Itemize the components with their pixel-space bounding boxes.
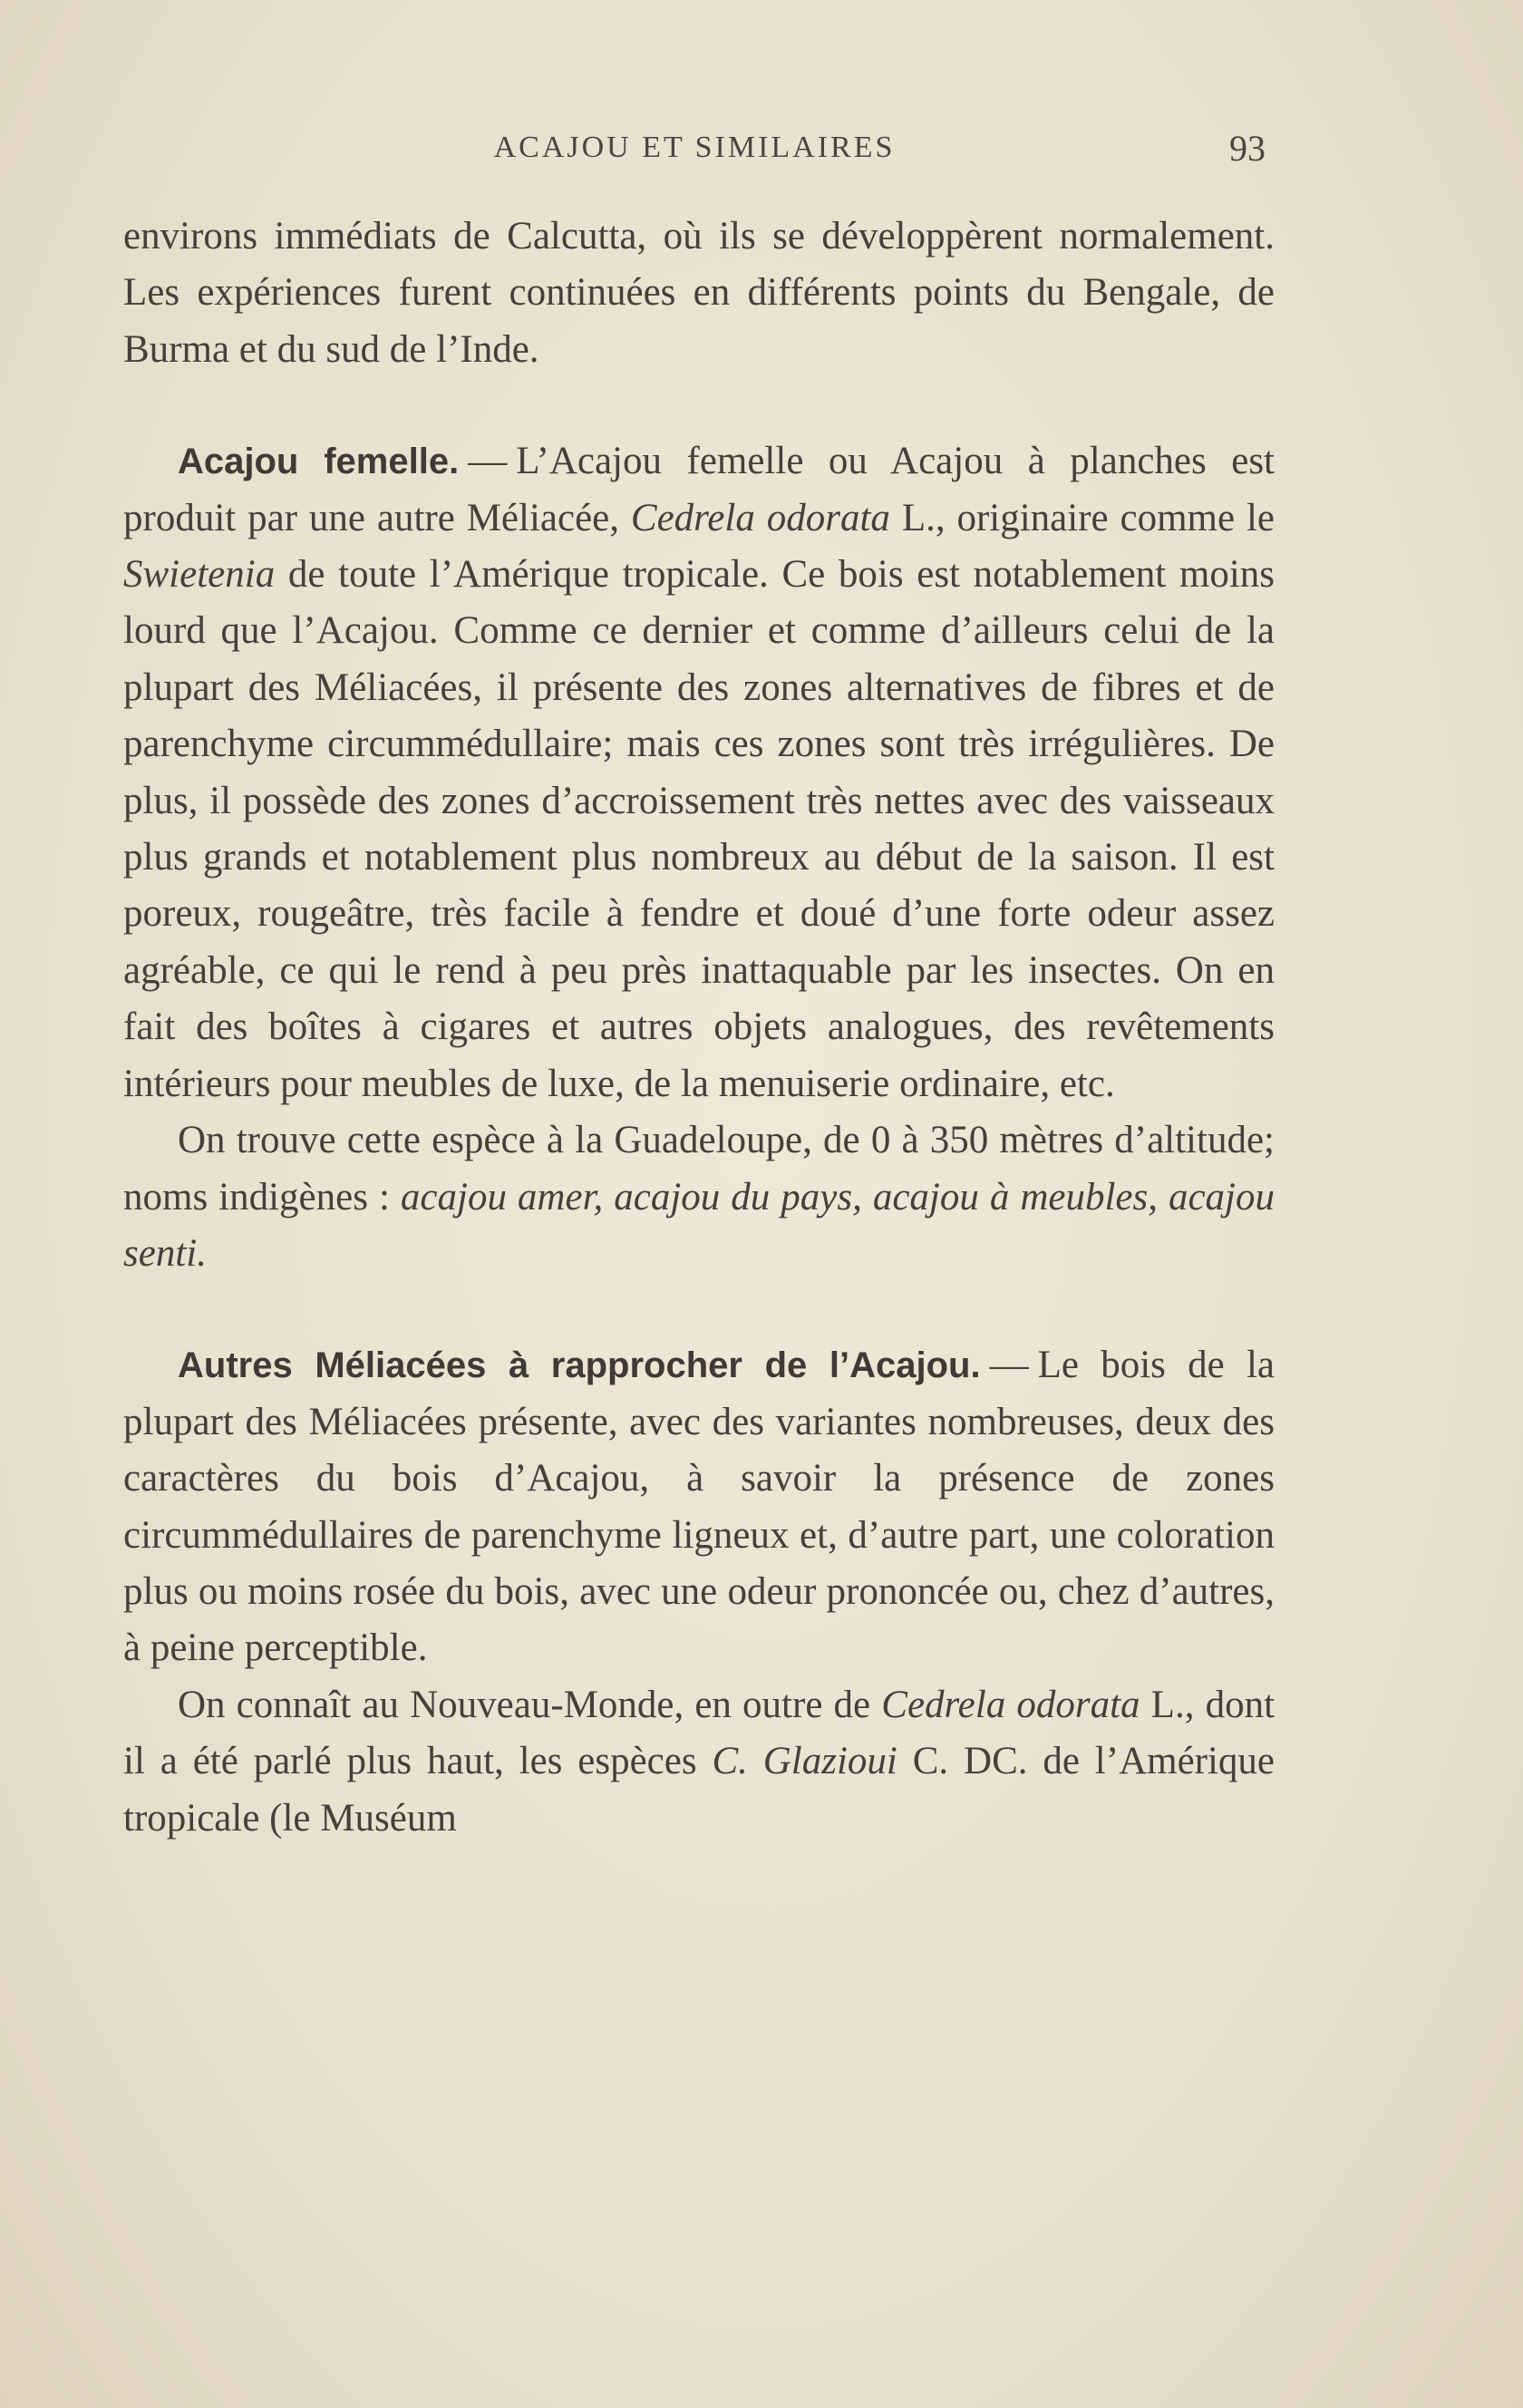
indigenous-names: acajou amer, acajou du pays, acajou à meubles, acajou senti.	[123, 1175, 1276, 1275]
paragraph-text: L’Acajou femelle ou Acajou à planches est produit par une autre Méliacée,	[123, 440, 1275, 539]
paragraph-continuation	[123, 209, 1275, 378]
body-text	[123, 209, 1275, 1847]
em-dash: —	[468, 440, 508, 483]
species-name: C. Glazioui	[712, 1740, 897, 1783]
paragraph-text: C. DC. de l’Amérique tropicale (le Muséum	[123, 1740, 1276, 1840]
section-heading: Acajou femelle.	[178, 442, 460, 482]
paragraph-text: L., dont il a été parlé plus haut, les espèces	[123, 1683, 1276, 1783]
running-header	[123, 127, 1266, 172]
paragraph-text: On trouve cette espèce à la Guadeloupe, de 0 à 350 mètres d’altitude; noms indigènes :	[123, 1119, 1275, 1219]
paragraph-text: de toute l’Amérique tropicale. Ce bois est notablement moins lourd que l’Acajou. Comme ce dernier et comme d’ailleurs celui de la plupart des Méliacées, il présente des zones alternatives de fibres et de parenchyme circummédullaire; mais ces zones sont très irrégulières. De plus, il possède des zones d’accroissement très nettes avec des vaisseaux plus grands et notablement plus nombreux au début de la saison. Il est poreux, rougeâtre, très facile à fendre et doué d’une forte odeur assez agréable, ce qui le rend à peu près inattaquable par les insectes. On en fait des boîtes à cigares et autres objets analogues, des revêtements intérieurs pour meubles de luxe, de la menuiserie ordinaire, etc.	[123, 553, 1275, 1105]
em-dash: —	[989, 1344, 1029, 1387]
page-number: 93	[1229, 128, 1266, 169]
species-name: Cedrela odorata	[881, 1683, 1140, 1726]
running-title: ACAJOU ET SIMILAIRES	[493, 131, 896, 164]
paragraph-text: On connaît au Nouveau-Monde, en outre de	[178, 1683, 871, 1726]
section-autres-meliacees	[123, 1337, 1275, 1676]
paragraph-text: environs immédiats de Calcutta, où ils se développèrent normalement. Les expériences furent continuées en différents points du Bengale, de Burma et du sud de l’Inde.	[123, 215, 1275, 371]
paragraph-nouveau-monde	[123, 1677, 1275, 1847]
paragraph-text: L., originaire comme le	[901, 496, 1275, 539]
paragraph-text: Le bois de la plupart des Méliacées présente, avec des variantes nombreuses, deux des caractères du bois d’Acajou, à savoir la présence de zones circummédullaires de parenchyme ligneux et, d’autre part, une coloration plus ou moins rosée du bois, avec une odeur prononcée ou, chez d’autres, à peine perceptible.	[123, 1344, 1275, 1670]
section-acajou-femelle	[123, 433, 1275, 1112]
section-gap	[123, 378, 1275, 433]
paragraph-guadeloupe	[123, 1112, 1275, 1282]
section-heading: Autres Méliacées à rapprocher de l’Acajou.	[178, 1345, 981, 1386]
genus-name: Swietenia	[123, 553, 276, 597]
section-gap	[123, 1282, 1275, 1337]
species-name: Cedrela odorata	[630, 496, 890, 539]
